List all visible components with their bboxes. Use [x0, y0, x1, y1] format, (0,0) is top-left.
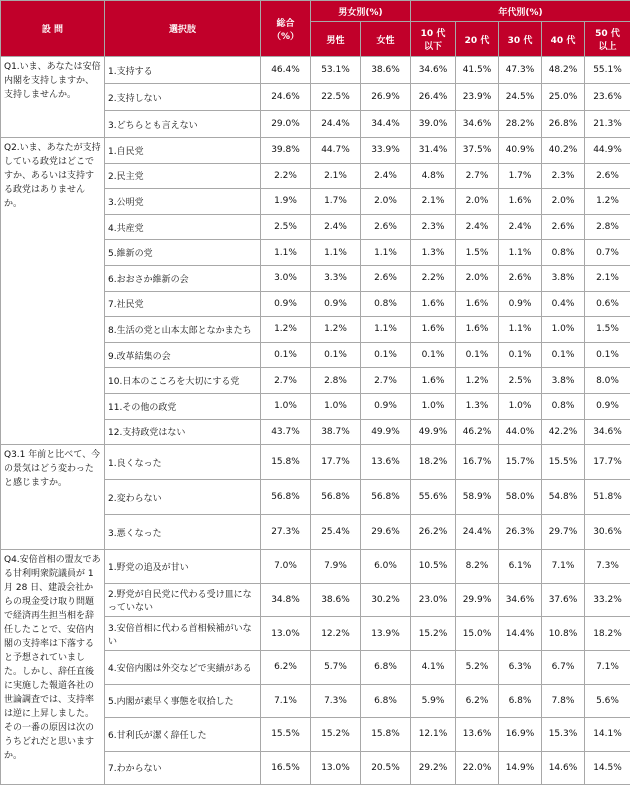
value-cell: 38.7%	[311, 419, 361, 445]
value-cell: 30.6%	[585, 515, 630, 550]
option-label: 3.悪くなった	[105, 515, 261, 550]
value-cell: 6.2%	[456, 684, 499, 718]
value-cell: 55.1%	[585, 57, 630, 84]
value-cell: 4.8%	[411, 163, 456, 189]
value-cell: 0.9%	[585, 393, 630, 419]
value-cell: 24.4%	[311, 111, 361, 138]
value-cell: 26.8%	[542, 111, 585, 138]
value-cell: 23.6%	[585, 84, 630, 111]
value-cell: 1.0%	[542, 317, 585, 343]
value-cell: 1.0%	[311, 393, 361, 419]
value-cell: 2.8%	[585, 214, 630, 240]
value-cell: 34.8%	[261, 583, 311, 617]
value-cell: 1.5%	[585, 317, 630, 343]
value-cell: 2.1%	[411, 189, 456, 215]
value-cell: 39.8%	[261, 138, 311, 164]
value-cell: 2.1%	[311, 163, 361, 189]
value-cell: 17.7%	[585, 445, 630, 480]
value-cell: 0.9%	[499, 291, 542, 317]
value-cell: 2.3%	[411, 214, 456, 240]
value-cell: 10.8%	[542, 617, 585, 651]
value-cell: 1.2%	[456, 368, 499, 394]
value-cell: 0.1%	[499, 342, 542, 368]
value-cell: 37.5%	[456, 138, 499, 164]
value-cell: 2.4%	[311, 214, 361, 240]
value-cell: 28.2%	[499, 111, 542, 138]
question-text: Q3.1 年前と比べて、今の景気はどう変わったと感じますか。	[1, 445, 105, 550]
value-cell: 7.9%	[311, 550, 361, 584]
value-cell: 1.0%	[411, 393, 456, 419]
header-question: 設 問	[1, 1, 105, 57]
value-cell: 15.8%	[261, 445, 311, 480]
value-cell: 22.5%	[311, 84, 361, 111]
value-cell: 18.2%	[585, 617, 630, 651]
value-cell: 7.1%	[261, 684, 311, 718]
value-cell: 49.9%	[411, 419, 456, 445]
value-cell: 49.9%	[361, 419, 411, 445]
value-cell: 44.0%	[499, 419, 542, 445]
value-cell: 1.0%	[499, 393, 542, 419]
option-label: 2.野党が自民党に代わる受け皿になっていない	[105, 583, 261, 617]
value-cell: 0.1%	[542, 342, 585, 368]
value-cell: 29.7%	[542, 515, 585, 550]
value-cell: 15.8%	[361, 718, 411, 752]
value-cell: 15.2%	[311, 718, 361, 752]
header-age-10s: 10 代 以下	[411, 22, 456, 57]
value-cell: 5.7%	[311, 650, 361, 684]
option-label: 2.支持しない	[105, 84, 261, 111]
value-cell: 53.1%	[311, 57, 361, 84]
value-cell: 2.5%	[499, 368, 542, 394]
value-cell: 2.4%	[361, 163, 411, 189]
value-cell: 13.6%	[361, 445, 411, 480]
value-cell: 38.6%	[311, 583, 361, 617]
option-label: 6.甘利氏が潔く辞任した	[105, 718, 261, 752]
value-cell: 2.0%	[456, 265, 499, 291]
header-male: 男性	[311, 22, 361, 57]
value-cell: 23.9%	[456, 84, 499, 111]
value-cell: 7.8%	[542, 684, 585, 718]
value-cell: 0.9%	[261, 291, 311, 317]
value-cell: 15.5%	[542, 445, 585, 480]
value-cell: 15.7%	[499, 445, 542, 480]
value-cell: 14.4%	[499, 617, 542, 651]
value-cell: 5.2%	[456, 650, 499, 684]
value-cell: 20.5%	[361, 751, 411, 785]
value-cell: 1.6%	[456, 317, 499, 343]
value-cell: 24.6%	[261, 84, 311, 111]
value-cell: 6.2%	[261, 650, 311, 684]
value-cell: 25.0%	[542, 84, 585, 111]
value-cell: 15.0%	[456, 617, 499, 651]
value-cell: 1.1%	[311, 240, 361, 266]
value-cell: 3.8%	[542, 368, 585, 394]
value-cell: 15.5%	[261, 718, 311, 752]
value-cell: 2.5%	[261, 214, 311, 240]
value-cell: 29.9%	[456, 583, 499, 617]
value-cell: 6.8%	[361, 650, 411, 684]
value-cell: 44.7%	[311, 138, 361, 164]
value-cell: 6.0%	[361, 550, 411, 584]
option-label: 10.日本のこころを大切にする党	[105, 368, 261, 394]
value-cell: 21.3%	[585, 111, 630, 138]
value-cell: 47.3%	[499, 57, 542, 84]
value-cell: 4.1%	[411, 650, 456, 684]
value-cell: 2.1%	[585, 265, 630, 291]
value-cell: 33.9%	[361, 138, 411, 164]
value-cell: 14.9%	[499, 751, 542, 785]
value-cell: 26.9%	[361, 84, 411, 111]
value-cell: 3.3%	[311, 265, 361, 291]
value-cell: 58.0%	[499, 480, 542, 515]
header-age-20s: 20 代	[456, 22, 499, 57]
value-cell: 1.0%	[261, 393, 311, 419]
value-cell: 13.0%	[311, 751, 361, 785]
value-cell: 41.5%	[456, 57, 499, 84]
value-cell: 2.6%	[361, 214, 411, 240]
question-text: Q1.いま、あなたは安倍内閣を支持しますか、支持しませんか。	[1, 57, 105, 138]
value-cell: 46.4%	[261, 57, 311, 84]
value-cell: 26.3%	[499, 515, 542, 550]
option-label: 4.安倍内閣は外交などで実績がある	[105, 650, 261, 684]
value-cell: 33.2%	[585, 583, 630, 617]
option-label: 11.その他の政党	[105, 393, 261, 419]
value-cell: 2.6%	[361, 265, 411, 291]
value-cell: 2.7%	[456, 163, 499, 189]
value-cell: 0.1%	[585, 342, 630, 368]
value-cell: 7.1%	[585, 650, 630, 684]
value-cell: 29.0%	[261, 111, 311, 138]
value-cell: 2.7%	[261, 368, 311, 394]
value-cell: 2.6%	[499, 265, 542, 291]
value-cell: 3.8%	[542, 265, 585, 291]
value-cell: 0.1%	[411, 342, 456, 368]
option-label: 3.公明党	[105, 189, 261, 215]
table-row	[1, 550, 630, 584]
option-label: 12.支持政党はない	[105, 419, 261, 445]
value-cell: 34.6%	[456, 111, 499, 138]
value-cell: 2.6%	[585, 163, 630, 189]
value-cell: 7.1%	[542, 550, 585, 584]
value-cell: 7.3%	[311, 684, 361, 718]
value-cell: 46.2%	[456, 419, 499, 445]
value-cell: 34.6%	[585, 419, 630, 445]
value-cell: 1.1%	[361, 317, 411, 343]
value-cell: 13.6%	[456, 718, 499, 752]
value-cell: 0.1%	[361, 342, 411, 368]
value-cell: 2.4%	[499, 214, 542, 240]
value-cell: 43.7%	[261, 419, 311, 445]
value-cell: 2.2%	[261, 163, 311, 189]
value-cell: 0.8%	[361, 291, 411, 317]
value-cell: 6.1%	[499, 550, 542, 584]
value-cell: 7.0%	[261, 550, 311, 584]
value-cell: 1.6%	[456, 291, 499, 317]
value-cell: 18.2%	[411, 445, 456, 480]
option-label: 3.どちらとも言えない	[105, 111, 261, 138]
value-cell: 40.2%	[542, 138, 585, 164]
value-cell: 1.2%	[261, 317, 311, 343]
value-cell: 0.8%	[542, 393, 585, 419]
value-cell: 26.2%	[411, 515, 456, 550]
value-cell: 0.8%	[542, 240, 585, 266]
option-label: 3.安倍首相に代わる首相候補がいない	[105, 617, 261, 651]
value-cell: 2.0%	[361, 189, 411, 215]
value-cell: 13.0%	[261, 617, 311, 651]
value-cell: 1.3%	[456, 393, 499, 419]
value-cell: 0.1%	[311, 342, 361, 368]
value-cell: 17.7%	[311, 445, 361, 480]
table-row	[1, 138, 630, 164]
value-cell: 44.9%	[585, 138, 630, 164]
value-cell: 29.6%	[361, 515, 411, 550]
value-cell: 31.4%	[411, 138, 456, 164]
value-cell: 22.0%	[456, 751, 499, 785]
value-cell: 7.3%	[585, 550, 630, 584]
option-label: 1.良くなった	[105, 445, 261, 480]
value-cell: 8.2%	[456, 550, 499, 584]
value-cell: 3.0%	[261, 265, 311, 291]
value-cell: 40.9%	[499, 138, 542, 164]
question-text: Q2.いま、あなたが支持している政党はどこですか、あるいは支持する政党はありませんか。	[1, 138, 105, 445]
header-option: 選択肢	[105, 1, 261, 57]
value-cell: 0.6%	[585, 291, 630, 317]
value-cell: 2.4%	[456, 214, 499, 240]
value-cell: 25.4%	[311, 515, 361, 550]
value-cell: 1.6%	[411, 368, 456, 394]
value-cell: 48.2%	[542, 57, 585, 84]
value-cell: 12.2%	[311, 617, 361, 651]
value-cell: 56.8%	[261, 480, 311, 515]
value-cell: 0.1%	[261, 342, 311, 368]
value-cell: 16.9%	[499, 718, 542, 752]
value-cell: 1.6%	[499, 189, 542, 215]
value-cell: 23.0%	[411, 583, 456, 617]
value-cell: 34.4%	[361, 111, 411, 138]
value-cell: 14.5%	[585, 751, 630, 785]
option-label: 2.民主党	[105, 163, 261, 189]
header-age-40s: 40 代	[542, 22, 585, 57]
value-cell: 2.7%	[361, 368, 411, 394]
header-age-30s: 30 代	[499, 22, 542, 57]
value-cell: 13.9%	[361, 617, 411, 651]
value-cell: 58.9%	[456, 480, 499, 515]
value-cell: 5.9%	[411, 684, 456, 718]
value-cell: 56.8%	[311, 480, 361, 515]
value-cell: 38.6%	[361, 57, 411, 84]
value-cell: 6.8%	[499, 684, 542, 718]
value-cell: 1.6%	[411, 291, 456, 317]
value-cell: 1.1%	[361, 240, 411, 266]
option-label: 7.わからない	[105, 751, 261, 785]
value-cell: 2.2%	[411, 265, 456, 291]
option-label: 8.生活の党と山本太郎となかまたち	[105, 317, 261, 343]
value-cell: 37.6%	[542, 583, 585, 617]
table-row	[1, 445, 630, 480]
value-cell: 5.6%	[585, 684, 630, 718]
value-cell: 12.1%	[411, 718, 456, 752]
value-cell: 1.6%	[411, 317, 456, 343]
value-cell: 51.8%	[585, 480, 630, 515]
value-cell: 1.9%	[261, 189, 311, 215]
value-cell: 0.9%	[361, 393, 411, 419]
value-cell: 15.2%	[411, 617, 456, 651]
question-text: Q4.安倍首相の盟友である甘利明衆院議員が 1 月 28 日、建設会社からの現金受け取り問題で経済再生担当相を辞任したことで、安倍内閣の支持率は下落すると予想されていました。しかし、辞任直後に実施した報道各社の世論調査では、支持率は逆に上昇しました。その一番の原因は次のうちどれだと思いますか。	[1, 550, 105, 785]
value-cell: 27.3%	[261, 515, 311, 550]
value-cell: 8.0%	[585, 368, 630, 394]
value-cell: 16.5%	[261, 751, 311, 785]
value-cell: 1.2%	[585, 189, 630, 215]
value-cell: 55.6%	[411, 480, 456, 515]
value-cell: 2.3%	[542, 163, 585, 189]
value-cell: 39.0%	[411, 111, 456, 138]
value-cell: 24.4%	[456, 515, 499, 550]
value-cell: 1.5%	[456, 240, 499, 266]
header-gender-group: 男女別(%)	[311, 1, 411, 22]
value-cell: 2.0%	[456, 189, 499, 215]
option-label: 6.おおさか維新の会	[105, 265, 261, 291]
option-label: 1.自民党	[105, 138, 261, 164]
value-cell: 26.4%	[411, 84, 456, 111]
value-cell: 15.3%	[542, 718, 585, 752]
value-cell: 1.3%	[411, 240, 456, 266]
value-cell: 0.1%	[456, 342, 499, 368]
option-label: 4.共産党	[105, 214, 261, 240]
value-cell: 0.4%	[542, 291, 585, 317]
value-cell: 0.9%	[311, 291, 361, 317]
value-cell: 1.7%	[311, 189, 361, 215]
value-cell: 1.1%	[499, 317, 542, 343]
value-cell: 2.6%	[542, 214, 585, 240]
value-cell: 1.1%	[499, 240, 542, 266]
value-cell: 24.5%	[499, 84, 542, 111]
option-label: 7.社民党	[105, 291, 261, 317]
value-cell: 1.2%	[311, 317, 361, 343]
value-cell: 1.7%	[499, 163, 542, 189]
value-cell: 6.8%	[361, 684, 411, 718]
option-label: 2.変わらない	[105, 480, 261, 515]
value-cell: 2.0%	[542, 189, 585, 215]
option-label: 1.野党の追及が甘い	[105, 550, 261, 584]
value-cell: 0.7%	[585, 240, 630, 266]
value-cell: 14.6%	[542, 751, 585, 785]
table-row	[1, 57, 630, 84]
value-cell: 56.8%	[361, 480, 411, 515]
header-female: 女性	[361, 22, 411, 57]
value-cell: 34.6%	[499, 583, 542, 617]
header-total: 総合 （%）	[261, 1, 311, 57]
value-cell: 10.5%	[411, 550, 456, 584]
option-label: 9.改革結集の会	[105, 342, 261, 368]
value-cell: 6.3%	[499, 650, 542, 684]
value-cell: 42.2%	[542, 419, 585, 445]
value-cell: 1.1%	[261, 240, 311, 266]
header-age-50s: 50 代 以上	[585, 22, 630, 57]
header-age-group: 年代別(%)	[411, 1, 630, 22]
option-label: 5.維新の党	[105, 240, 261, 266]
value-cell: 54.8%	[542, 480, 585, 515]
value-cell: 29.2%	[411, 751, 456, 785]
value-cell: 30.2%	[361, 583, 411, 617]
value-cell: 14.1%	[585, 718, 630, 752]
value-cell: 6.7%	[542, 650, 585, 684]
value-cell: 2.8%	[311, 368, 361, 394]
value-cell: 16.7%	[456, 445, 499, 480]
option-label: 1.支持する	[105, 57, 261, 84]
value-cell: 34.6%	[411, 57, 456, 84]
option-label: 5.内閣が素早く事態を収拾した	[105, 684, 261, 718]
